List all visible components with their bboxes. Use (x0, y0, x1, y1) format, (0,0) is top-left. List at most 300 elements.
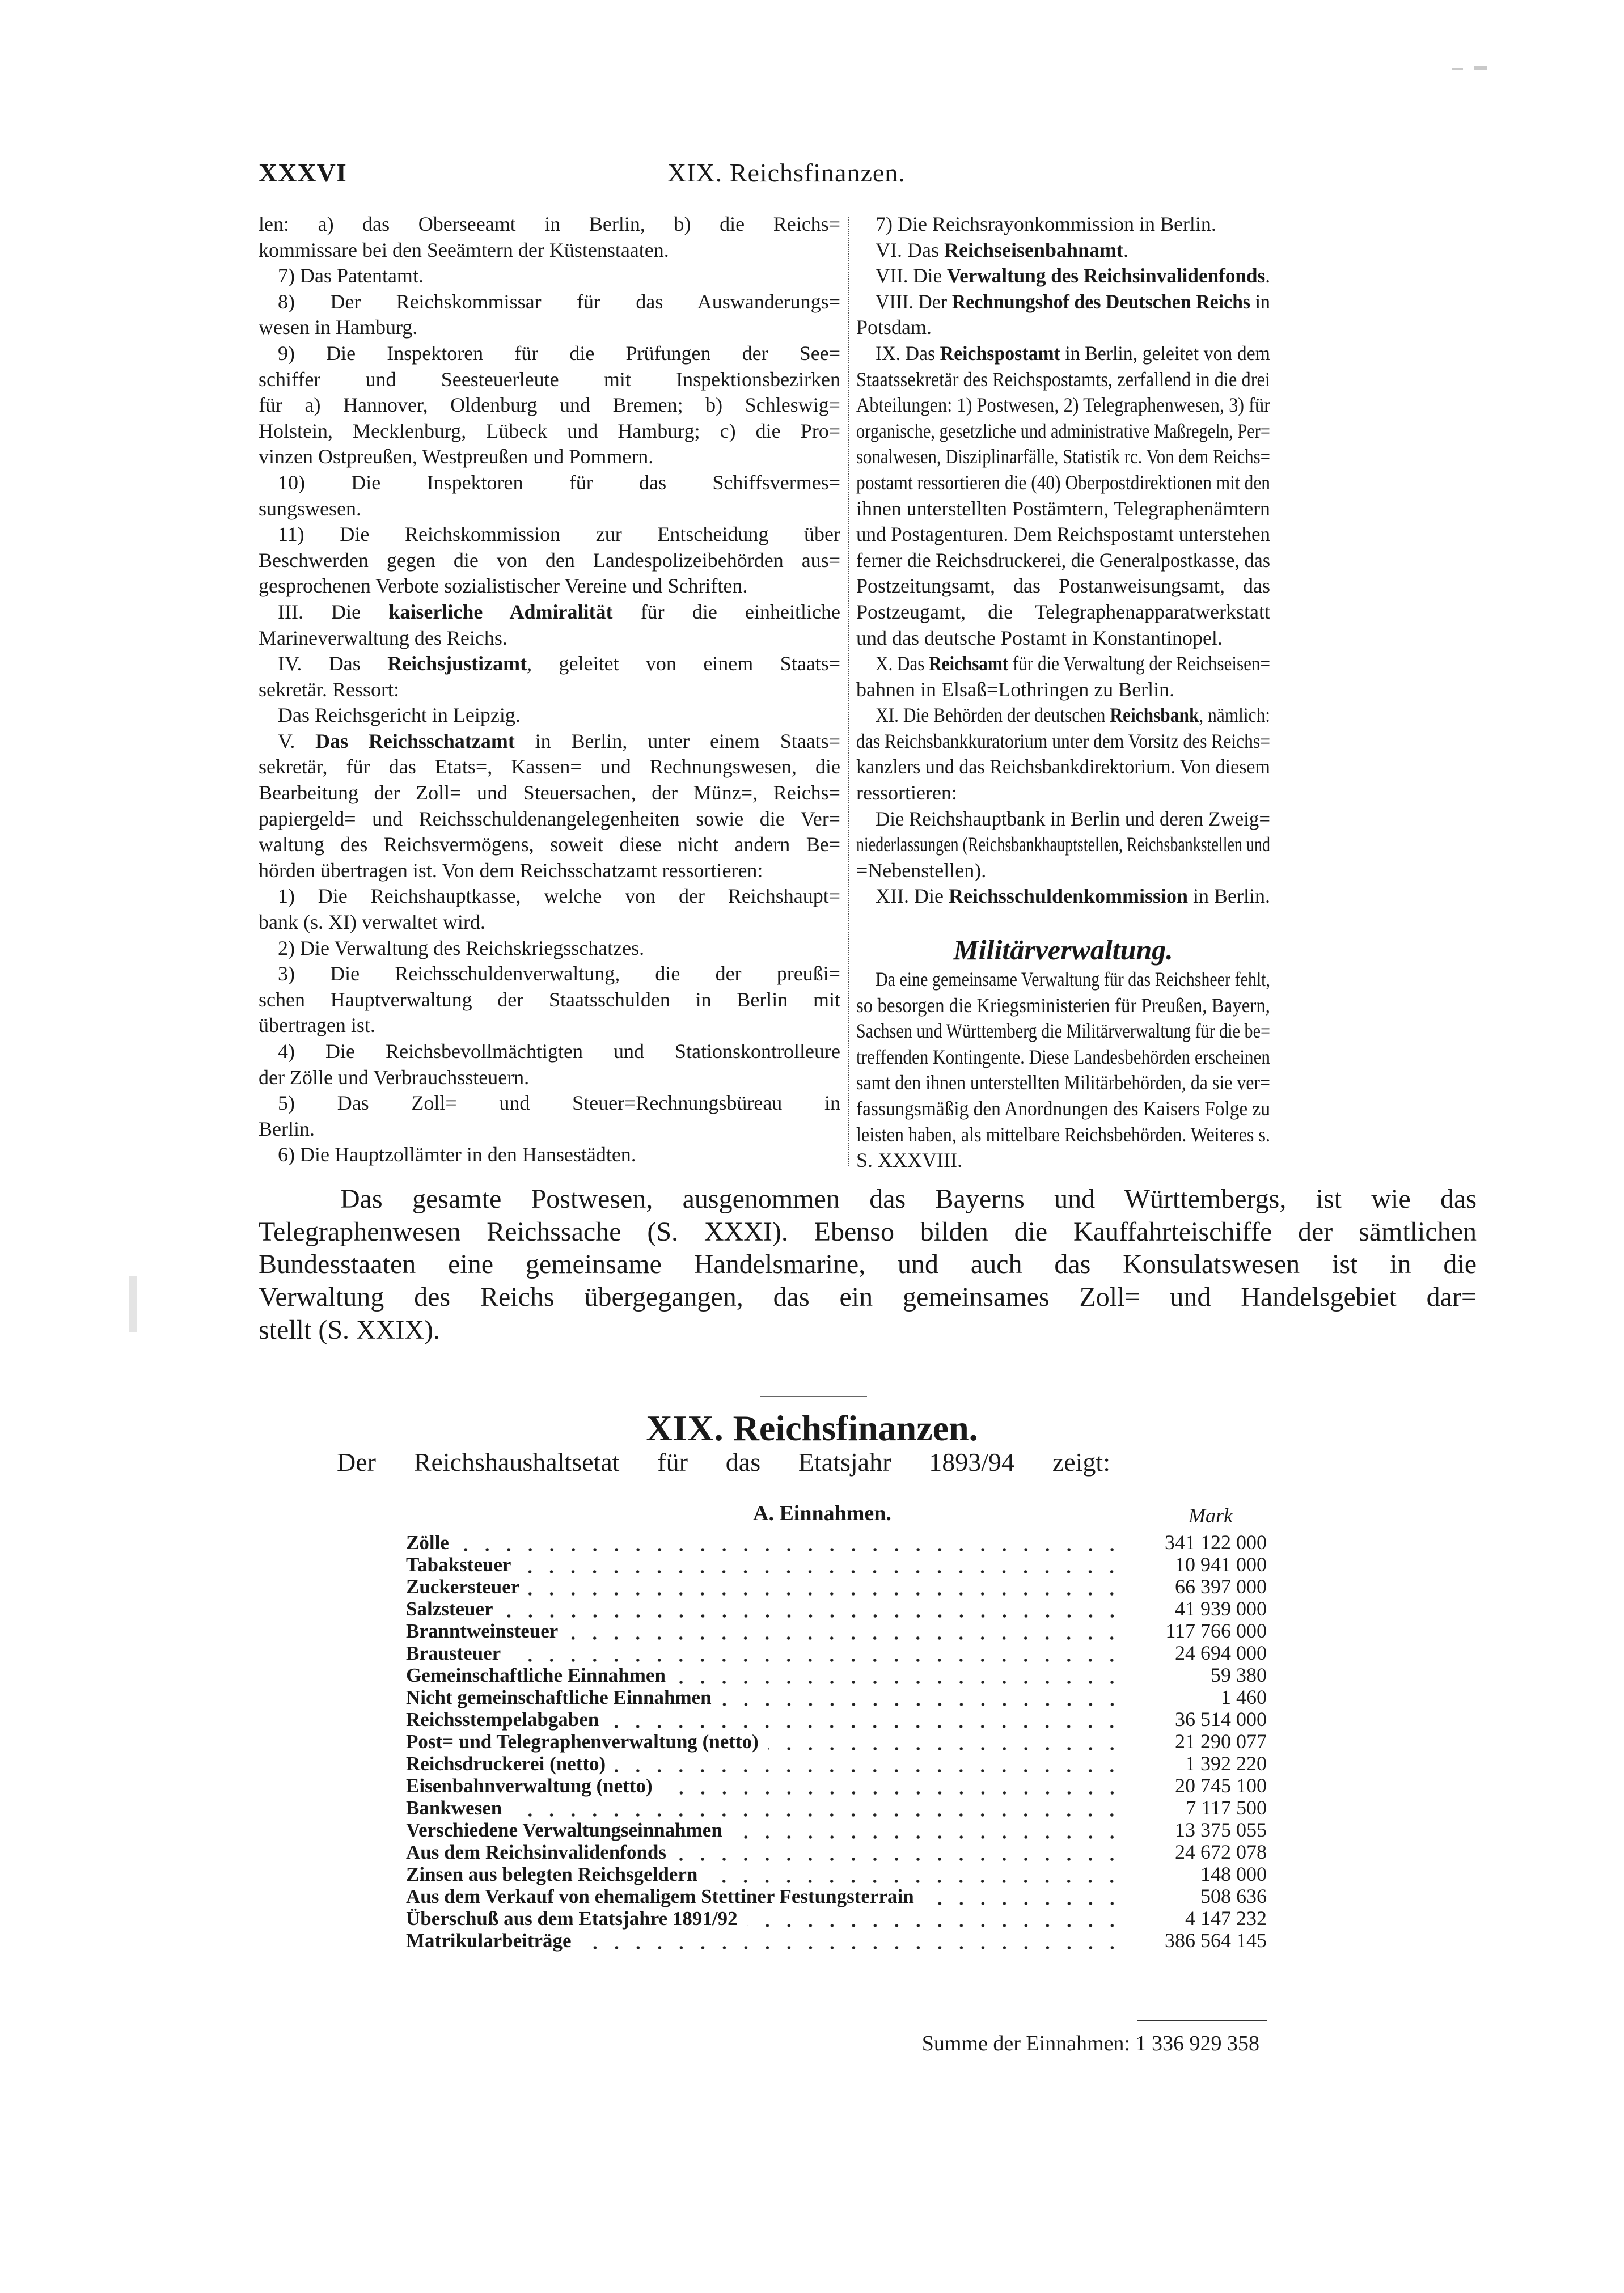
row-label: Gemeinschaftliche Einnahmen (406, 1664, 666, 1686)
dot-leader (675, 1841, 1123, 1863)
row-amount: 21 290 077 (1175, 1730, 1267, 1753)
text-line (259, 703, 840, 729)
text-line (856, 780, 1270, 806)
paragraph (259, 470, 840, 522)
line-segment: VIII. Der (876, 290, 952, 313)
text-line (856, 289, 1270, 315)
line-segment: in (1250, 290, 1270, 313)
line-segment: in Berlin. (1188, 885, 1270, 908)
text-line (259, 858, 840, 884)
dot-leader (567, 1620, 1123, 1642)
paragraph (259, 1142, 840, 1168)
text-line (259, 987, 840, 1013)
line-text: Verwaltung des Reichs übergegangen, das ein gemeinsames Zoll= und Handelsgebiet dar= (259, 1282, 1477, 1313)
line-segment: , nämlich: (1199, 704, 1270, 727)
line-text: =Nebenstellen). (856, 858, 987, 882)
text-line (259, 573, 840, 599)
line-text (278, 652, 840, 675)
line-text: waltung des Reichsvermögens, soweit diese nicht andern Be= (259, 833, 840, 856)
table-row (406, 1753, 1267, 1775)
row-label: Bankwesen (406, 1797, 502, 1819)
table-row (406, 1819, 1267, 1841)
row-amount: 508 636 (1200, 1885, 1267, 1907)
text-line (856, 522, 1270, 548)
line-text: Bundesstaaten eine gemeinsame Handelsmarine, und auch das Konsulatswesen ist in die (259, 1249, 1477, 1280)
line-text (876, 289, 1270, 315)
line-text: sekretär, für das Etats=, Kassen= und Rechnungswesen, die (259, 755, 840, 779)
dot-leader (520, 1554, 1123, 1576)
text-line (259, 263, 840, 289)
row-amount: 24 694 000 (1175, 1642, 1267, 1664)
section-separator (760, 1396, 867, 1397)
line-text: Sachsen und Württemberg die Militärverwaltung für die be= (856, 1019, 1270, 1043)
line-text: ressortieren: (856, 781, 957, 805)
section-title (0, 1407, 1624, 1449)
total-row (794, 2031, 1259, 2056)
section-intro: Der Reichshaushaltsetat für das Etatsjahr 1893/94 zeigt: (337, 1448, 1110, 1477)
line-text (876, 703, 1270, 729)
paragraph (856, 289, 1270, 341)
line-text: Abteilungen: 1) Postwesen, 2) Telegraphenwesen, 3) für (856, 394, 1270, 417)
text-line (259, 677, 840, 703)
line-segment: in Berlin, unter einem Staats= (514, 729, 840, 752)
row-label: Aus dem Reichsinvalidenfonds (406, 1841, 666, 1863)
row-label: Zuckersteuer (406, 1576, 520, 1598)
row-amount: 1 392 220 (1185, 1752, 1267, 1775)
text-line (259, 1183, 1477, 1216)
line-text: Telegraphenwesen Reichssache (S. XXXI). Ebenso bilden die Kauffahrteischiffe der sämtlichen (259, 1216, 1477, 1247)
line-text: 11) Die Reichskommission zur Entscheidung über (278, 523, 840, 546)
table-row (406, 1576, 1267, 1598)
page-number: XXXVI (259, 158, 347, 187)
emphasized-term: Reichsschuldenkommission (948, 885, 1189, 908)
text-line (856, 651, 1270, 677)
running-title: XIX. Reichsfinanzen. (667, 158, 906, 187)
paragraph (259, 341, 840, 470)
line-segment: für die einheitliche (612, 600, 840, 623)
line-text: kommissare bei den Seeämtern der Küstenstaaten. (259, 238, 669, 261)
row-label: Überschuß aus dem Etatsjahre 1891/92 (406, 1907, 738, 1930)
line-text: S. XXXVIII. (856, 1149, 962, 1172)
text-line (259, 470, 840, 496)
paragraph (856, 651, 1270, 703)
row-amount: 13 375 055 (1175, 1818, 1267, 1841)
table-row (406, 1532, 1267, 1554)
dot-leader (615, 1753, 1123, 1775)
text-line (856, 341, 1270, 367)
line-text: für a) Hannover, Oldenburg und Bremen; b) Schleswig= (259, 394, 840, 417)
text-line (856, 367, 1270, 393)
right-column (856, 211, 1270, 1174)
line-text: 9) Die Inspektoren für die Prüfungen der See= (278, 341, 840, 365)
line-text: gesprochenen Verbote sozialistischer Vereine und Schriften. (259, 574, 748, 598)
line-text: 10) Die Inspektoren für das Schiffsvermes= (278, 471, 840, 494)
line-text (876, 239, 1128, 261)
dot-leader (581, 1930, 1123, 1952)
table-row (406, 1885, 1267, 1907)
line-text: Marineverwaltung des Reichs. (259, 626, 508, 649)
left-column (259, 211, 840, 1168)
paragraph (259, 703, 840, 729)
line-text: samt den ihnen unterstellten Militärbehörden, da sie ver= (856, 1071, 1270, 1094)
paragraph (259, 522, 840, 599)
line-text: organische, gesetzliche und administrative Maßregeln, Per= (856, 419, 1270, 442)
line-text: niederlassungen (Reichsbankhauptstellen, Reichsbankstellen und (856, 833, 1270, 856)
line-text: kanzlers und das Reichsbankdirektorium. Von diesem (856, 755, 1270, 779)
table-row (406, 1731, 1267, 1753)
text-line (856, 729, 1270, 755)
text-line (856, 573, 1270, 599)
text-line (259, 522, 840, 548)
total-label: Summe der Einnahmen: (921, 2032, 1130, 2055)
row-amount: 1 460 (1221, 1686, 1267, 1708)
section-number: XIX. (646, 1408, 724, 1448)
paragraph (259, 289, 840, 341)
line-segment: VI. Das (876, 238, 944, 261)
emphasized-term: Verwaltung des Reichsinvalidenfonds (946, 264, 1266, 287)
row-label: Aus dem Verkauf von ehemaligem Stettiner Festungsterrain (406, 1885, 914, 1907)
text-line (856, 1070, 1270, 1096)
line-text: übertragen ist. (259, 1014, 375, 1037)
column-divider (848, 217, 849, 1166)
dot-leader (608, 1708, 1123, 1731)
line-text: schiffer und Seesteuerleute mit Inspektionsbezirken (259, 367, 840, 391)
text-line (259, 341, 840, 367)
text-line (856, 470, 1270, 496)
line-text: das Reichsbankkuratorium unter dem Vorsitz des Reichs= (856, 729, 1270, 752)
line-text (278, 730, 840, 752)
row-amount: 24 672 078 (1175, 1841, 1267, 1863)
line-text (876, 883, 1270, 909)
line-segment: für die Verwaltung der Reichseisen= (1008, 652, 1270, 675)
table-row (406, 1664, 1267, 1686)
dot-leader (675, 1664, 1123, 1686)
line-text: 2) Die Verwaltung des Reichskriegsschatzes. (278, 936, 645, 959)
line-text: bank (s. XI) verwaltet wird. (259, 911, 485, 934)
page-header (259, 158, 1270, 189)
line-text: 7) Das Patentamt. (278, 264, 424, 287)
dot-leader (502, 1598, 1123, 1620)
text-line (856, 1148, 1270, 1174)
text-line (856, 315, 1270, 341)
line-text (876, 341, 1270, 367)
text-line (259, 1013, 840, 1039)
text-line (856, 444, 1270, 470)
paragraph (259, 211, 840, 263)
row-label: Zinsen aus belegten Reichsgeldern (406, 1863, 698, 1885)
paragraph (856, 238, 1270, 264)
text-line (856, 1122, 1270, 1148)
table-row (406, 1686, 1267, 1708)
line-text: len: a) das Oberseeamt in Berlin, b) die Reichs= (259, 213, 840, 235)
paragraph (259, 263, 840, 289)
text-line (259, 1314, 1477, 1347)
line-segment: , geleitet von einem Staats= (527, 652, 840, 675)
row-label: Zölle (406, 1532, 449, 1554)
text-line (856, 548, 1270, 574)
text-line (259, 1216, 1477, 1249)
line-text: stellt (S. XXIX). (259, 1314, 440, 1345)
line-segment: XI. Die Behörden der deutschen (876, 704, 1110, 727)
table-row (406, 1775, 1267, 1797)
paragraph (856, 703, 1270, 806)
line-text: Postzeugamt, die Telegraphenapparatwerkstatt (856, 600, 1270, 623)
text-line (856, 993, 1270, 1019)
table-row (406, 1797, 1267, 1819)
line-text: Postzeitungsamt, das Postanweisungsamt, das (856, 574, 1270, 598)
table-row (406, 1841, 1267, 1863)
dot-leader (731, 1819, 1123, 1841)
row-amount: 117 766 000 (1165, 1619, 1267, 1642)
table-row (406, 1620, 1267, 1642)
dot-leader (458, 1532, 1123, 1554)
paragraph (856, 263, 1270, 289)
text-line (856, 263, 1270, 289)
section-title-text: Reichsfinanzen. (733, 1408, 978, 1448)
line-text: wesen in Hamburg. (259, 316, 418, 339)
line-text: sekretär. Ressort: (259, 678, 399, 701)
dot-leader (747, 1907, 1123, 1930)
line-text: ferner die Reichsdruckerei, die Generalpostkasse, das (856, 548, 1270, 572)
line-segment: III. Die (278, 600, 389, 623)
text-line (259, 599, 840, 625)
text-line (856, 806, 1270, 832)
text-line (259, 289, 840, 315)
text-line (856, 496, 1270, 522)
row-label: Tabaksteuer (406, 1554, 511, 1576)
dot-leader (662, 1775, 1123, 1797)
emphasized-term: Das Reichsschatzamt (315, 729, 515, 752)
text-line (856, 703, 1270, 729)
line-segment: X. Das (876, 652, 929, 675)
text-line (259, 392, 840, 418)
row-amount: 386 564 145 (1165, 1929, 1267, 1952)
text-line (259, 418, 840, 445)
line-text: Beschwerden gegen die von den Landespolizeibehörden aus= (259, 548, 840, 572)
paragraph (259, 729, 840, 884)
paragraph (259, 936, 840, 962)
line-text: 7) Die Reichsrayonkommission in Berlin. (876, 213, 1216, 235)
scan-mark (1452, 68, 1463, 70)
emphasized-term: Reichsbank (1110, 704, 1199, 727)
row-amount: 10 941 000 (1175, 1553, 1267, 1576)
line-segment: IX. Das (876, 341, 940, 365)
table-row (406, 1863, 1267, 1885)
text-line (259, 909, 840, 936)
line-text: und Postagenturen. Dem Reichspostamt unterstehen (856, 523, 1270, 546)
emphasized-term: Reichseisenbahnamt (944, 238, 1124, 261)
emphasized-term: kaiserliche Admiralität (388, 600, 613, 623)
line-text: Das gesamte Postwesen, ausgenommen das Bayerns und Württembergs, ist wie das (340, 1184, 1477, 1214)
line-text: Bearbeitung der Zoll= und Steuersachen, der Münz=, Reichs= (259, 781, 840, 805)
dot-leader (768, 1731, 1123, 1753)
paragraph (259, 599, 840, 651)
row-amount: 59 380 (1211, 1664, 1267, 1686)
text-line (856, 392, 1270, 418)
row-amount: 66 397 000 (1175, 1575, 1267, 1598)
text-line (856, 1096, 1270, 1122)
row-label: Salzsteuer (406, 1598, 493, 1620)
row-label: Reichsdruckerei (netto) (406, 1753, 606, 1775)
text-line (856, 1044, 1270, 1071)
text-line (259, 315, 840, 341)
line-text (876, 263, 1270, 289)
text-line (259, 729, 840, 755)
text-line (856, 677, 1270, 703)
text-line (259, 238, 840, 264)
paragraph (259, 883, 840, 935)
text-line (259, 548, 840, 574)
row-label: Brausteuer (406, 1642, 501, 1664)
paragraph (259, 1183, 1477, 1346)
line-text: fassungsmäßig den Anordnungen des Kaisers Folge zu (856, 1097, 1270, 1120)
dot-leader (528, 1576, 1123, 1598)
dot-leader (923, 1885, 1123, 1907)
emphasized-term: Reichsjustizamt (387, 652, 527, 675)
emphasized-term: Reichspostamt (940, 341, 1060, 365)
text-line (259, 1065, 840, 1091)
line-text: 4) Die Reichsbevollmächtigten und Stationskontrolleure (278, 1040, 840, 1063)
row-label: Post= und Telegraphenverwaltung (netto) (406, 1731, 759, 1753)
paragraph (856, 806, 1270, 884)
row-label: Nicht gemeinschaftliche Einnahmen (406, 1686, 712, 1708)
line-text: Holstein, Mecklenburg, Lübeck und Hamburg; c) die Pro= (259, 419, 840, 442)
text-line (259, 754, 840, 780)
text-line (259, 444, 840, 470)
table-heading: A. Einnahmen. (753, 1501, 891, 1525)
text-line (856, 238, 1270, 264)
row-amount: 20 745 100 (1175, 1774, 1267, 1797)
table-row (406, 1642, 1267, 1664)
line-text: Potsdam. (856, 316, 932, 339)
text-line (856, 832, 1270, 858)
paragraph (259, 961, 840, 1039)
line-text: 6) Die Hauptzollämter in den Hansestädten. (278, 1143, 636, 1166)
dot-leader (511, 1797, 1123, 1819)
text-line (856, 883, 1270, 909)
text-line (856, 754, 1270, 780)
text-line (259, 1039, 840, 1065)
line-text: leisten haben, als mittelbare Reichsbehörden. Weiteres s. (856, 1123, 1270, 1146)
text-line (259, 1116, 840, 1143)
paragraph (856, 967, 1270, 1174)
total-amount: 1 336 929 358 (1135, 2032, 1259, 2055)
text-line (259, 1142, 840, 1168)
line-text: sonalwesen, Disziplinarfälle, Statistik rc. Von dem Reichs= (856, 445, 1270, 468)
line-text: ihnen unterstellten Postämtern, Telegraphenämtern (856, 497, 1270, 520)
table-row (406, 1907, 1267, 1930)
dot-leader (510, 1642, 1123, 1664)
dot-leader (721, 1686, 1123, 1708)
paragraph (259, 651, 840, 703)
row-label: Matrikularbeiträge (406, 1930, 572, 1952)
text-line (856, 211, 1270, 238)
text-line (856, 967, 1270, 993)
row-amount: 7 117 500 (1186, 1796, 1267, 1819)
line-text: so besorgen die Kriegsministerien für Preußen, Bayern, (856, 993, 1270, 1017)
line-text: und das deutsche Postamt in Konstantinopel. (856, 626, 1223, 649)
text-line (259, 1090, 840, 1116)
text-line (259, 961, 840, 987)
row-amount: 41 939 000 (1175, 1597, 1267, 1620)
emphasized-term: Reichsamt (929, 652, 1009, 675)
line-text: Die Reichshauptbank in Berlin und deren Zweig= (876, 807, 1270, 830)
emphasized-term: Rechnungshof des Deutschen Reichs (951, 290, 1251, 313)
row-label: Verschiedene Verwaltungseinnahmen (406, 1819, 722, 1841)
text-line (856, 599, 1270, 625)
line-text (278, 600, 840, 623)
text-line (259, 806, 840, 832)
line-segment: VII. Die (876, 264, 947, 287)
line-text (876, 651, 1270, 677)
paragraph (259, 1090, 840, 1142)
total-rule (1137, 2020, 1267, 2021)
line-text: Da eine gemeinsame Verwaltung für das Reichsheer fehlt, (876, 968, 1270, 991)
line-text: Das Reichsgericht in Leipzig. (278, 704, 521, 727)
row-amount: 341 122 000 (1165, 1531, 1267, 1554)
line-text: vinzen Ostpreußen, Westpreußen und Pommern. (259, 445, 654, 468)
text-line (856, 1018, 1270, 1044)
line-text: sungswesen. (259, 497, 361, 520)
text-line (259, 496, 840, 522)
table-row (406, 1930, 1267, 1952)
line-text: 5) Das Zoll= und Steuer=Rechnungsbüreau in (278, 1091, 840, 1115)
paragraph (856, 883, 1270, 909)
table-row (406, 1708, 1267, 1731)
table-row (406, 1598, 1267, 1620)
line-segment: in Berlin, geleitet von dem (1060, 341, 1270, 365)
line-segment: . (1123, 238, 1129, 261)
line-text: Berlin. (259, 1117, 315, 1140)
line-text: Staatssekretär des Reichspostamts, zerfallend in die drei (856, 367, 1270, 391)
revenue-table (406, 1532, 1267, 1952)
line-text: schen Hauptverwaltung der Staatsschulden in Berlin mit (259, 988, 840, 1011)
scan-speckle (129, 1276, 137, 1332)
paragraph (259, 1039, 840, 1090)
unit-label: Mark (1189, 1504, 1233, 1527)
text-line (856, 418, 1270, 445)
row-label: Reichsstempelabgaben (406, 1708, 599, 1731)
line-segment: XII. Die (876, 885, 949, 908)
line-text: 8) Der Reichskommissar für das Auswanderungs= (278, 290, 840, 313)
line-segment: V. (278, 729, 316, 752)
row-amount: 148 000 (1200, 1863, 1267, 1885)
text-line (259, 367, 840, 393)
scan-mark (1474, 66, 1487, 70)
text-line (259, 883, 840, 909)
line-text: papiergeld= und Reichsschuldenangelegenheiten sowie die Ver= (259, 807, 840, 830)
text-line (259, 780, 840, 806)
line-text: hörden übertragen ist. Von dem Reichsschatzamt ressortieren: (259, 858, 763, 882)
text-line (259, 936, 840, 962)
text-line (856, 625, 1270, 651)
text-line (259, 625, 840, 651)
text-line (259, 1281, 1477, 1314)
text-line (856, 858, 1270, 884)
row-amount: 36 514 000 (1175, 1708, 1267, 1731)
paragraph (856, 341, 1270, 651)
line-text: der Zölle und Verbrauchssteuern. (259, 1065, 530, 1089)
line-text: bahnen in Elsaß=Lothringen zu Berlin. (856, 678, 1175, 701)
text-line (259, 1248, 1477, 1281)
line-text: postamt ressortieren die (40) Oberpostdirektionen mit den (856, 471, 1270, 494)
line-text: 1) Die Reichshauptkasse, welche von der Reichshaupt= (278, 885, 840, 908)
paragraph (856, 211, 1270, 238)
row-amount: 4 147 232 (1185, 1907, 1267, 1930)
summary-paragraph (259, 1183, 1477, 1346)
dot-leader (707, 1863, 1123, 1885)
row-label: Eisenbahnverwaltung (netto) (406, 1775, 653, 1797)
